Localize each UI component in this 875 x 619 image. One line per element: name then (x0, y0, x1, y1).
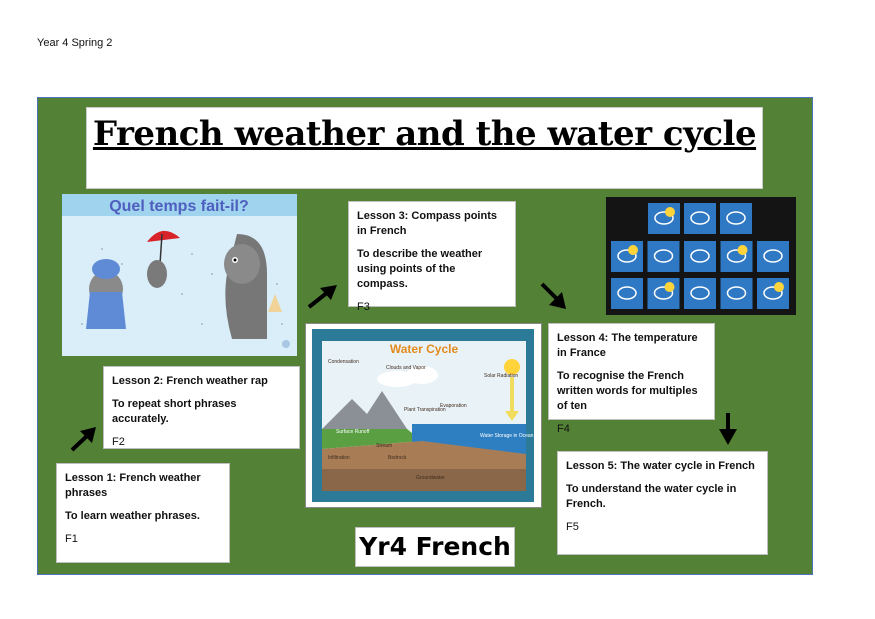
wc-label-ocean: Water Storage in Ocean (480, 433, 534, 439)
wc-label-runoff: Surface Runoff (336, 429, 370, 435)
wc-label-transpiration: Plant Transpiration (404, 407, 446, 413)
title-banner (86, 107, 763, 189)
lesson-card-4 (548, 323, 715, 435)
lesson-card-1 (56, 463, 230, 563)
lesson-title: Lesson 2: French weather rap (112, 375, 268, 387)
lesson-code: F4 (557, 423, 570, 435)
weather-icon-tile (684, 241, 716, 272)
page-title: French weather and the water cycle (92, 114, 757, 154)
lesson-objective: To describe the weather using points of the compass. (357, 248, 483, 290)
lesson-card-3 (348, 201, 516, 313)
wc-label-groundwater: Groundwater (416, 475, 445, 481)
arrow-up-right-icon (68, 425, 98, 453)
weather-icon-tile (648, 278, 680, 309)
lesson-objective: To learn weather phrases. (65, 510, 200, 522)
weather-icon-tile (684, 203, 716, 234)
weather-icon-tile (611, 278, 643, 309)
lesson-objective: To recognise the French written words for multiples of ten (557, 370, 698, 412)
wc-label-infiltration: Infiltration (328, 455, 350, 461)
arrow-down-icon (717, 412, 739, 446)
lesson-card-5 (557, 451, 768, 555)
wc-label-solar: Solar Radiation (484, 373, 519, 379)
arrow-up-right-icon (306, 282, 338, 310)
lesson-title: Lesson 3: Compass points in French (357, 210, 497, 237)
water-cycle-title: Water Cycle (389, 342, 459, 356)
page-header: Year 4 Spring 2 (37, 37, 113, 49)
weather-icon-tile (757, 241, 789, 272)
lesson-card-2 (103, 366, 300, 449)
lesson-code: F3 (357, 301, 370, 313)
lesson-title: Lesson 1: French weather phrases (65, 472, 201, 499)
lesson-title: Lesson 5: The water cycle in French (566, 460, 755, 472)
sun-icon (628, 245, 638, 255)
weather-icon-tile (648, 203, 680, 234)
sun-icon (738, 245, 748, 255)
wc-label-evaporation: Evaporation (440, 403, 467, 409)
lesson-title: Lesson 4: The temperature in France (557, 332, 698, 359)
sun-icon (774, 282, 784, 292)
weather-icon-tile (721, 278, 753, 309)
lesson-objective: To repeat short phrases accurately. (112, 398, 237, 425)
wc-label-bedrock: Bedrock (388, 455, 407, 461)
water-cycle-diagram (312, 329, 534, 502)
weather-cartoon-image (62, 194, 297, 356)
weather-icon-tile (648, 241, 680, 272)
sun-icon (665, 207, 675, 217)
lesson-code: F5 (566, 521, 579, 533)
wc-label-condensation: Condensation (328, 359, 359, 365)
sun-icon (665, 282, 675, 292)
lesson-objective: To understand the water cycle in French. (566, 483, 737, 510)
weather-icon-tile (720, 203, 752, 234)
weather-icon-tile (757, 278, 789, 309)
lesson-code: F1 (65, 533, 78, 545)
lesson-code: F2 (112, 436, 125, 448)
weather-image-caption: Quel temps fait-il? (109, 198, 249, 215)
weather-icon-tile (721, 241, 753, 272)
wc-label-stream: Stream (376, 443, 393, 449)
weather-icon-tile (611, 241, 643, 272)
arrow-down-right-icon (539, 281, 569, 311)
weather-icon-tile (684, 278, 716, 309)
weather-icons-image (606, 197, 796, 315)
footer-label: Yr4 French (355, 527, 515, 567)
wc-label-clouds: Clouds and Vapor (386, 365, 426, 371)
